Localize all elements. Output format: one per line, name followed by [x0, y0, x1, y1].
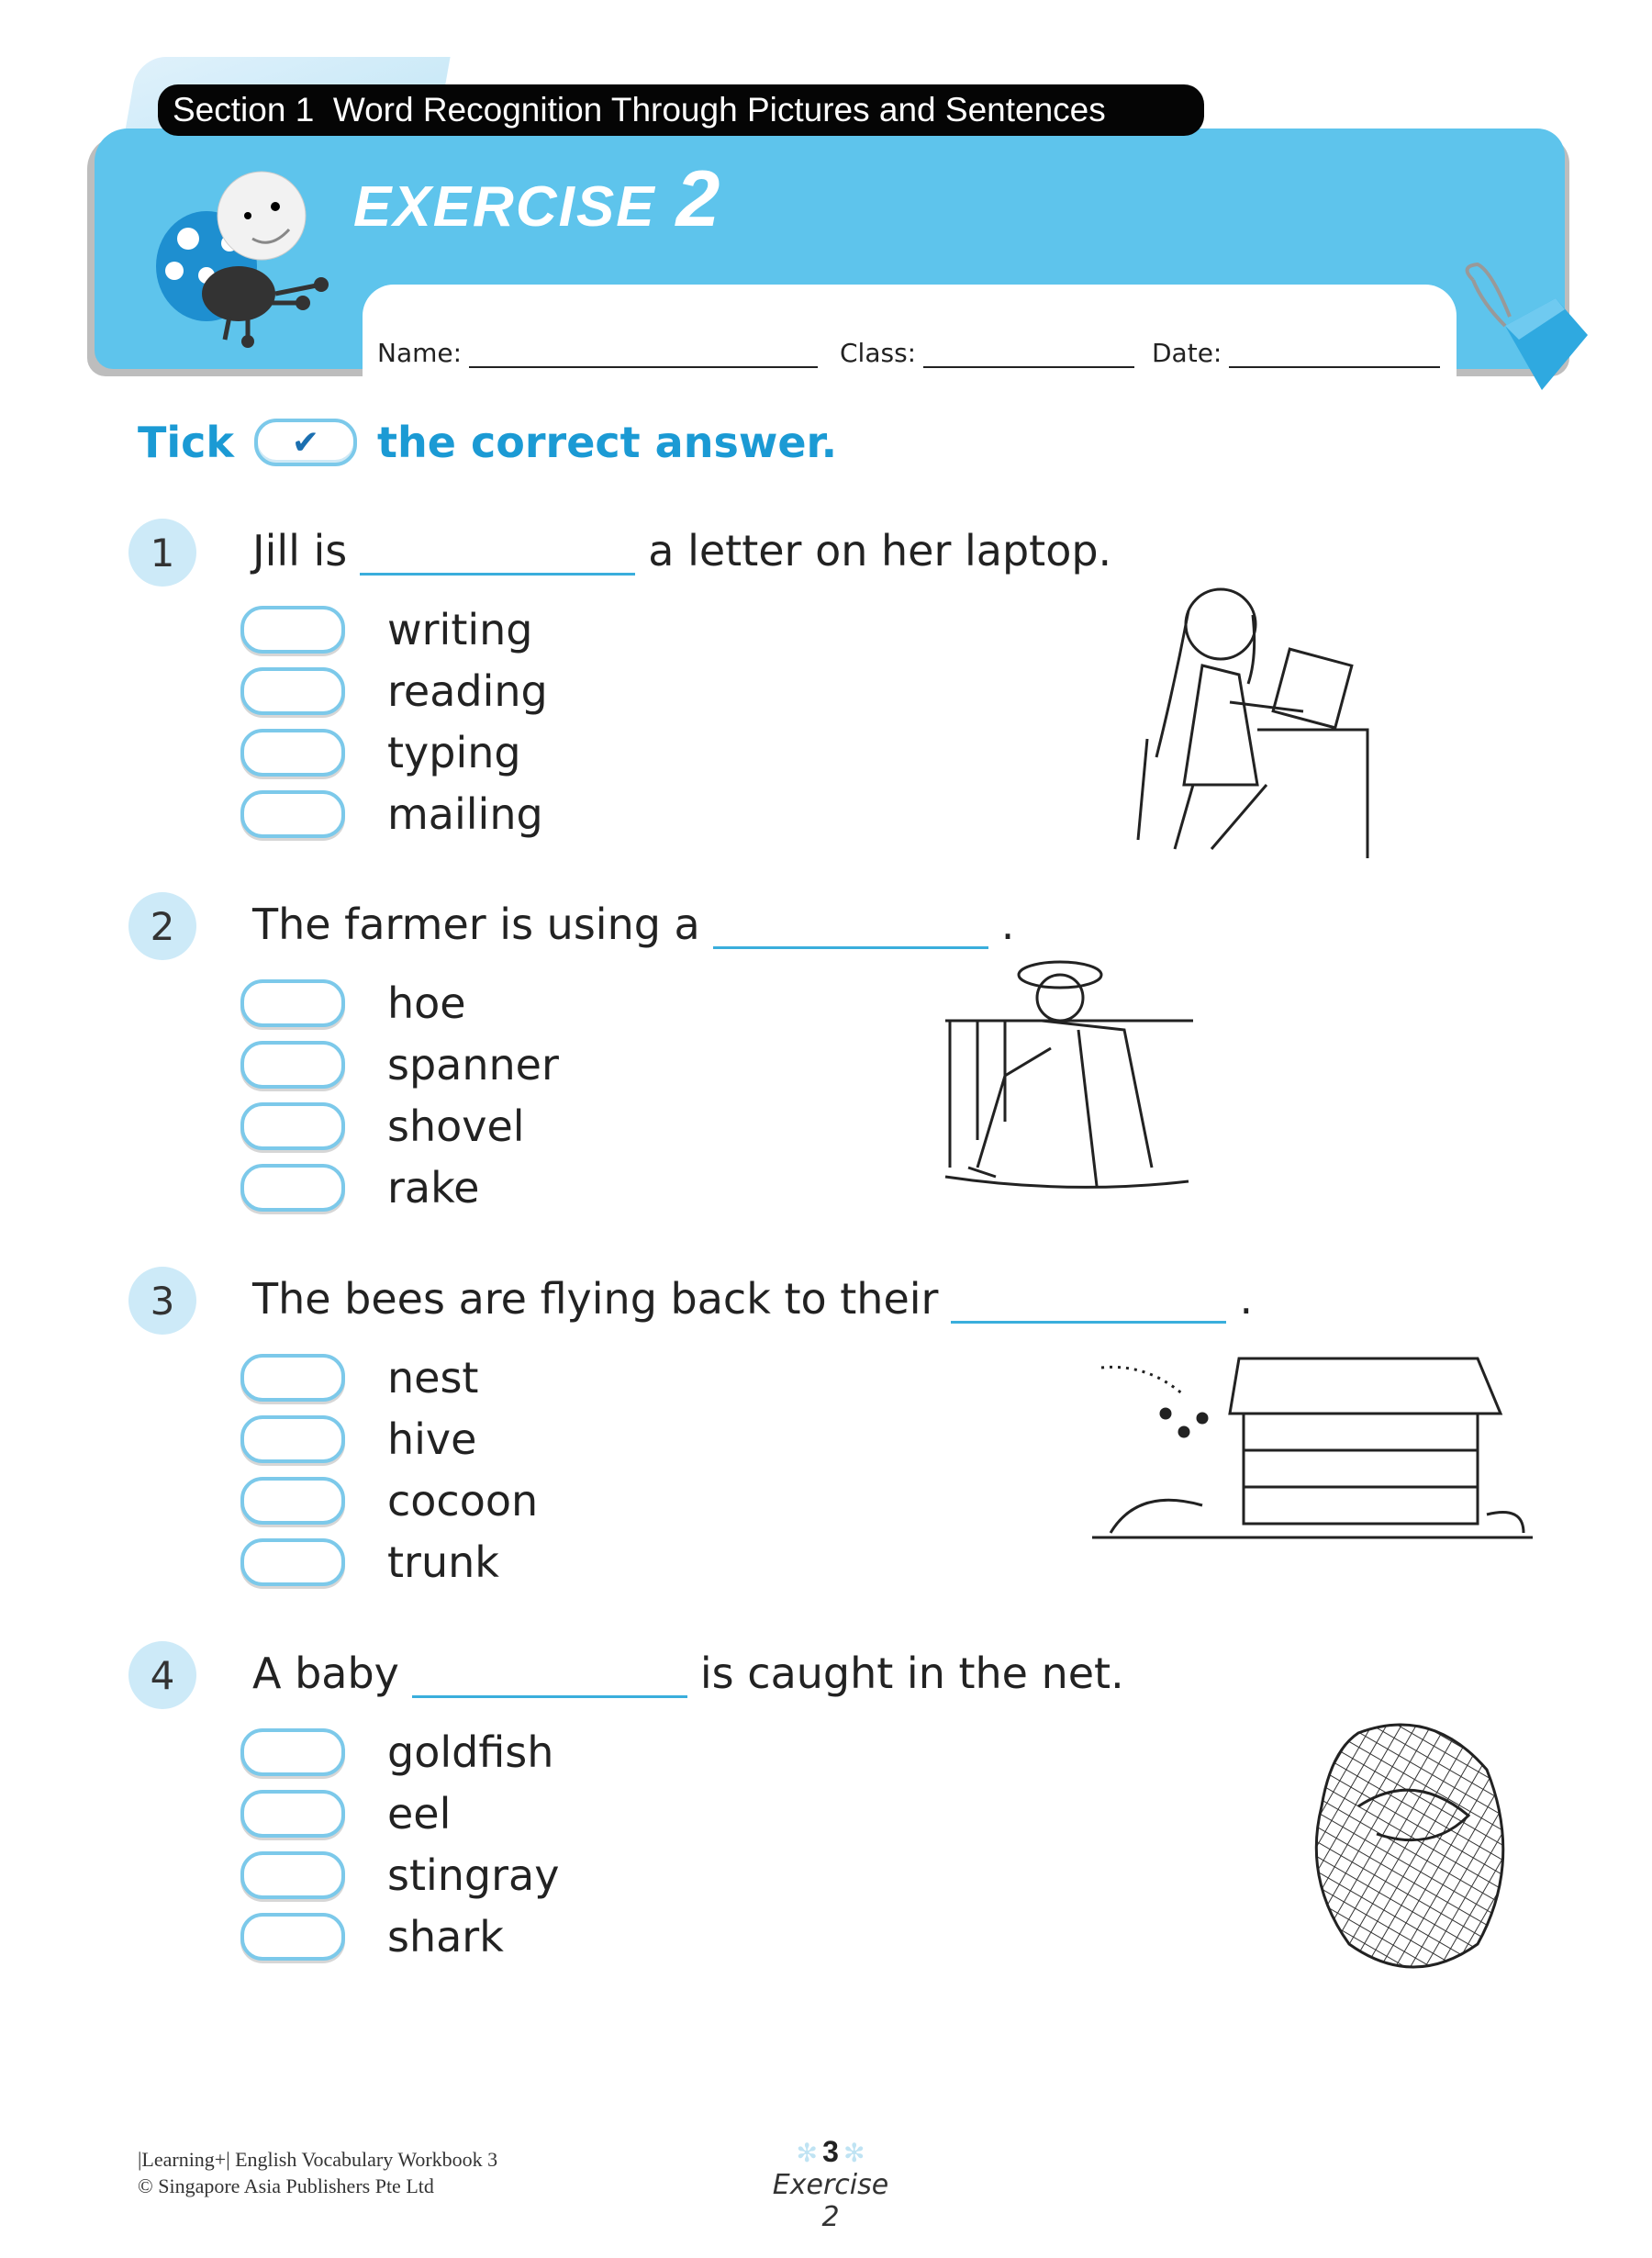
tick-box[interactable]: [240, 1538, 345, 1586]
tick-box[interactable]: [240, 667, 345, 715]
tick-box[interactable]: [240, 1041, 345, 1089]
option-label: trunk: [387, 1537, 499, 1587]
answer-blank: [412, 1658, 687, 1698]
question-number: 2: [128, 892, 196, 960]
option[interactable]: [240, 1101, 525, 1151]
footer-publisher: [138, 2146, 497, 2199]
question-sentence: [252, 1274, 1253, 1324]
name-field[interactable]: [377, 338, 818, 368]
option-label: goldfish: [387, 1727, 554, 1777]
option-label: rake: [387, 1163, 480, 1213]
sentence-end: is caught in the net.: [699, 1649, 1124, 1698]
sentence-start: A baby: [252, 1649, 399, 1698]
tick-box[interactable]: [240, 979, 345, 1027]
sentence-start: Jill is: [252, 526, 348, 576]
option[interactable]: [240, 1353, 478, 1403]
ladybug-mascot-icon: [138, 165, 349, 349]
footer-page: [762, 2135, 899, 2233]
instruction-tick-word: Tick: [138, 418, 235, 467]
tick-box[interactable]: [240, 1851, 345, 1899]
farmer-hoeing-illustration: [941, 938, 1198, 1213]
page-number: 3: [822, 2135, 839, 2168]
option[interactable]: [240, 1789, 451, 1839]
tick-box[interactable]: [240, 1728, 345, 1776]
class-label: Class:: [840, 338, 917, 368]
tick-box[interactable]: [240, 1415, 345, 1463]
option-label: stingray: [387, 1850, 560, 1900]
footer-exercise-label: Exercise 2: [772, 2169, 889, 2233]
option-label: shovel: [387, 1101, 525, 1151]
shark-in-net-illustration: [1303, 1715, 1524, 1990]
option[interactable]: [240, 1040, 559, 1090]
checkmark-icon: ✔: [291, 423, 320, 462]
option[interactable]: [240, 1850, 559, 1900]
question-sentence: [252, 1649, 1124, 1698]
option[interactable]: [240, 1163, 479, 1213]
sentence-start: The farmer is using a: [252, 900, 700, 949]
tick-box[interactable]: [240, 1102, 345, 1150]
option-label: mailing: [387, 789, 543, 839]
tick-box[interactable]: [240, 790, 345, 838]
tick-box[interactable]: [240, 1164, 345, 1212]
option-label: eel: [387, 1789, 452, 1839]
sentence-start: The bees are flying back to their: [252, 1274, 939, 1324]
option[interactable]: [240, 1912, 504, 1962]
footer-book-title: |Learning+| English Vocabulary Workbook 3: [138, 2148, 498, 2171]
footer-copyright: © Singapore Asia Publishers Pte Ltd: [138, 2174, 434, 2197]
date-field[interactable]: [1152, 338, 1440, 368]
option-label: hoe: [387, 978, 466, 1028]
option[interactable]: [240, 666, 548, 716]
class-field[interactable]: [840, 338, 1134, 368]
question-number: 3: [128, 1267, 196, 1335]
name-label: Name:: [377, 338, 463, 368]
answer-blank: [951, 1283, 1226, 1324]
binder-clip-icon: [1455, 262, 1592, 399]
exercise-title: [353, 154, 721, 245]
sentence-end: .: [1239, 1274, 1254, 1324]
option[interactable]: [240, 728, 521, 777]
option[interactable]: [240, 1537, 499, 1587]
exercise-word: EXERCISE: [353, 175, 656, 239]
option-label: nest: [387, 1353, 479, 1403]
option[interactable]: [240, 1414, 476, 1464]
tick-example-box: [254, 419, 357, 466]
tick-box[interactable]: [240, 1790, 345, 1838]
option[interactable]: [240, 1476, 538, 1526]
question-number: 4: [128, 1641, 196, 1709]
section-title: Section 1 Word Recognition Through Pictures and Sentences: [158, 84, 1204, 136]
sentence-end: .: [1000, 900, 1015, 949]
option-label: typing: [387, 728, 521, 777]
tick-box[interactable]: [240, 729, 345, 777]
instruction: [138, 418, 837, 467]
option[interactable]: [240, 1727, 553, 1777]
tick-box[interactable]: [240, 606, 345, 654]
option-label: hive: [387, 1414, 477, 1464]
option-label: cocoon: [387, 1476, 539, 1526]
tick-box[interactable]: [240, 1913, 345, 1961]
exercise-number: 2: [675, 155, 722, 243]
student-info-box: [363, 285, 1457, 376]
question-sentence: [252, 900, 1014, 949]
girl-typing-laptop-illustration: [1120, 574, 1377, 858]
question-sentence: [252, 526, 1111, 576]
option[interactable]: [240, 978, 466, 1028]
option[interactable]: [240, 605, 532, 654]
option[interactable]: [240, 789, 543, 839]
snowflake-icon: ✻: [843, 2138, 865, 2168]
answer-blank: [360, 535, 635, 576]
sentence-end: a letter on her laptop.: [648, 526, 1112, 576]
beehive-illustration: [1092, 1349, 1533, 1560]
tick-box[interactable]: [240, 1477, 345, 1525]
instruction-text: the correct answer.: [377, 418, 838, 467]
tick-box[interactable]: [240, 1354, 345, 1402]
option-label: writing: [387, 605, 533, 654]
question-number: 1: [128, 519, 196, 587]
option-label: reading: [387, 666, 548, 716]
option-label: shark: [387, 1912, 504, 1962]
date-label: Date:: [1152, 338, 1222, 368]
snowflake-icon: ✻: [796, 2138, 818, 2168]
option-label: spanner: [387, 1040, 559, 1090]
